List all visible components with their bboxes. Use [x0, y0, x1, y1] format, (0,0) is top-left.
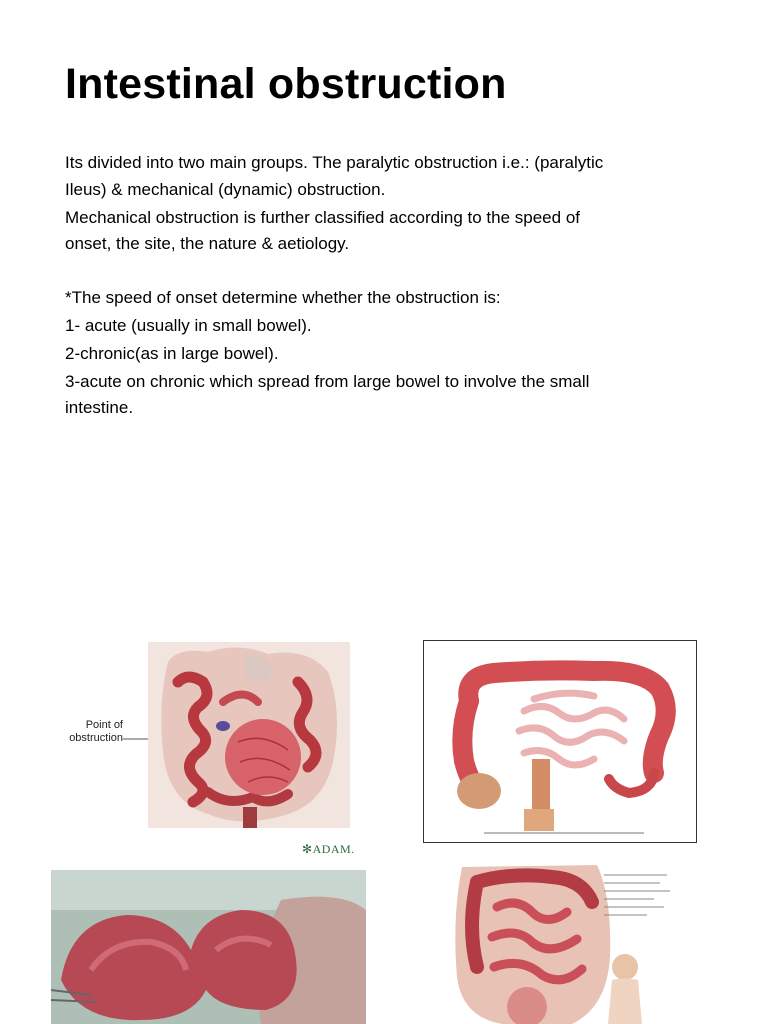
paragraph-2-line-1: Mechanical obstruction is further classified according to the speed of: [65, 208, 580, 227]
slide-title: Intestinal obstruction: [65, 60, 507, 108]
paragraph-1-line-2: Ileus) & mechanical (dynamic) obstruction.: [65, 180, 386, 199]
paragraph-3: *The speed of onset determine whether the obstruction is:: [65, 288, 501, 307]
label-line-2: obstruction: [69, 732, 123, 744]
paragraph-6-line-1: 3-acute on chronic which spread from large bowel to involve the small: [65, 372, 590, 391]
paragraph-4: 1- acute (usually in small bowel).: [65, 316, 312, 335]
figure-abdomen-illustration: [432, 857, 682, 1024]
adam-star-logo-icon: ✻: [302, 842, 313, 856]
figure-colon-illustration: [423, 640, 697, 843]
paragraph-5: 2-chronic(as in large bowel).: [65, 344, 279, 363]
paragraph-1-line-1: Its divided into two main groups. The paralytic obstruction i.e.: (paralytic: [65, 153, 604, 172]
paragraph-6-line-2: intestine.: [65, 398, 134, 417]
point-of-obstruction-label: [50, 719, 123, 745]
adam-credit-text: ADAM.: [312, 842, 355, 856]
figure-bowel-obstruction-illustration: [148, 642, 350, 828]
adam-credit: [302, 842, 355, 857]
figure-surgical-photo: [51, 870, 366, 1024]
label-line-1: Point of: [85, 719, 123, 731]
paragraph-2-line-2: onset, the site, the nature & aetiology.: [65, 234, 350, 253]
